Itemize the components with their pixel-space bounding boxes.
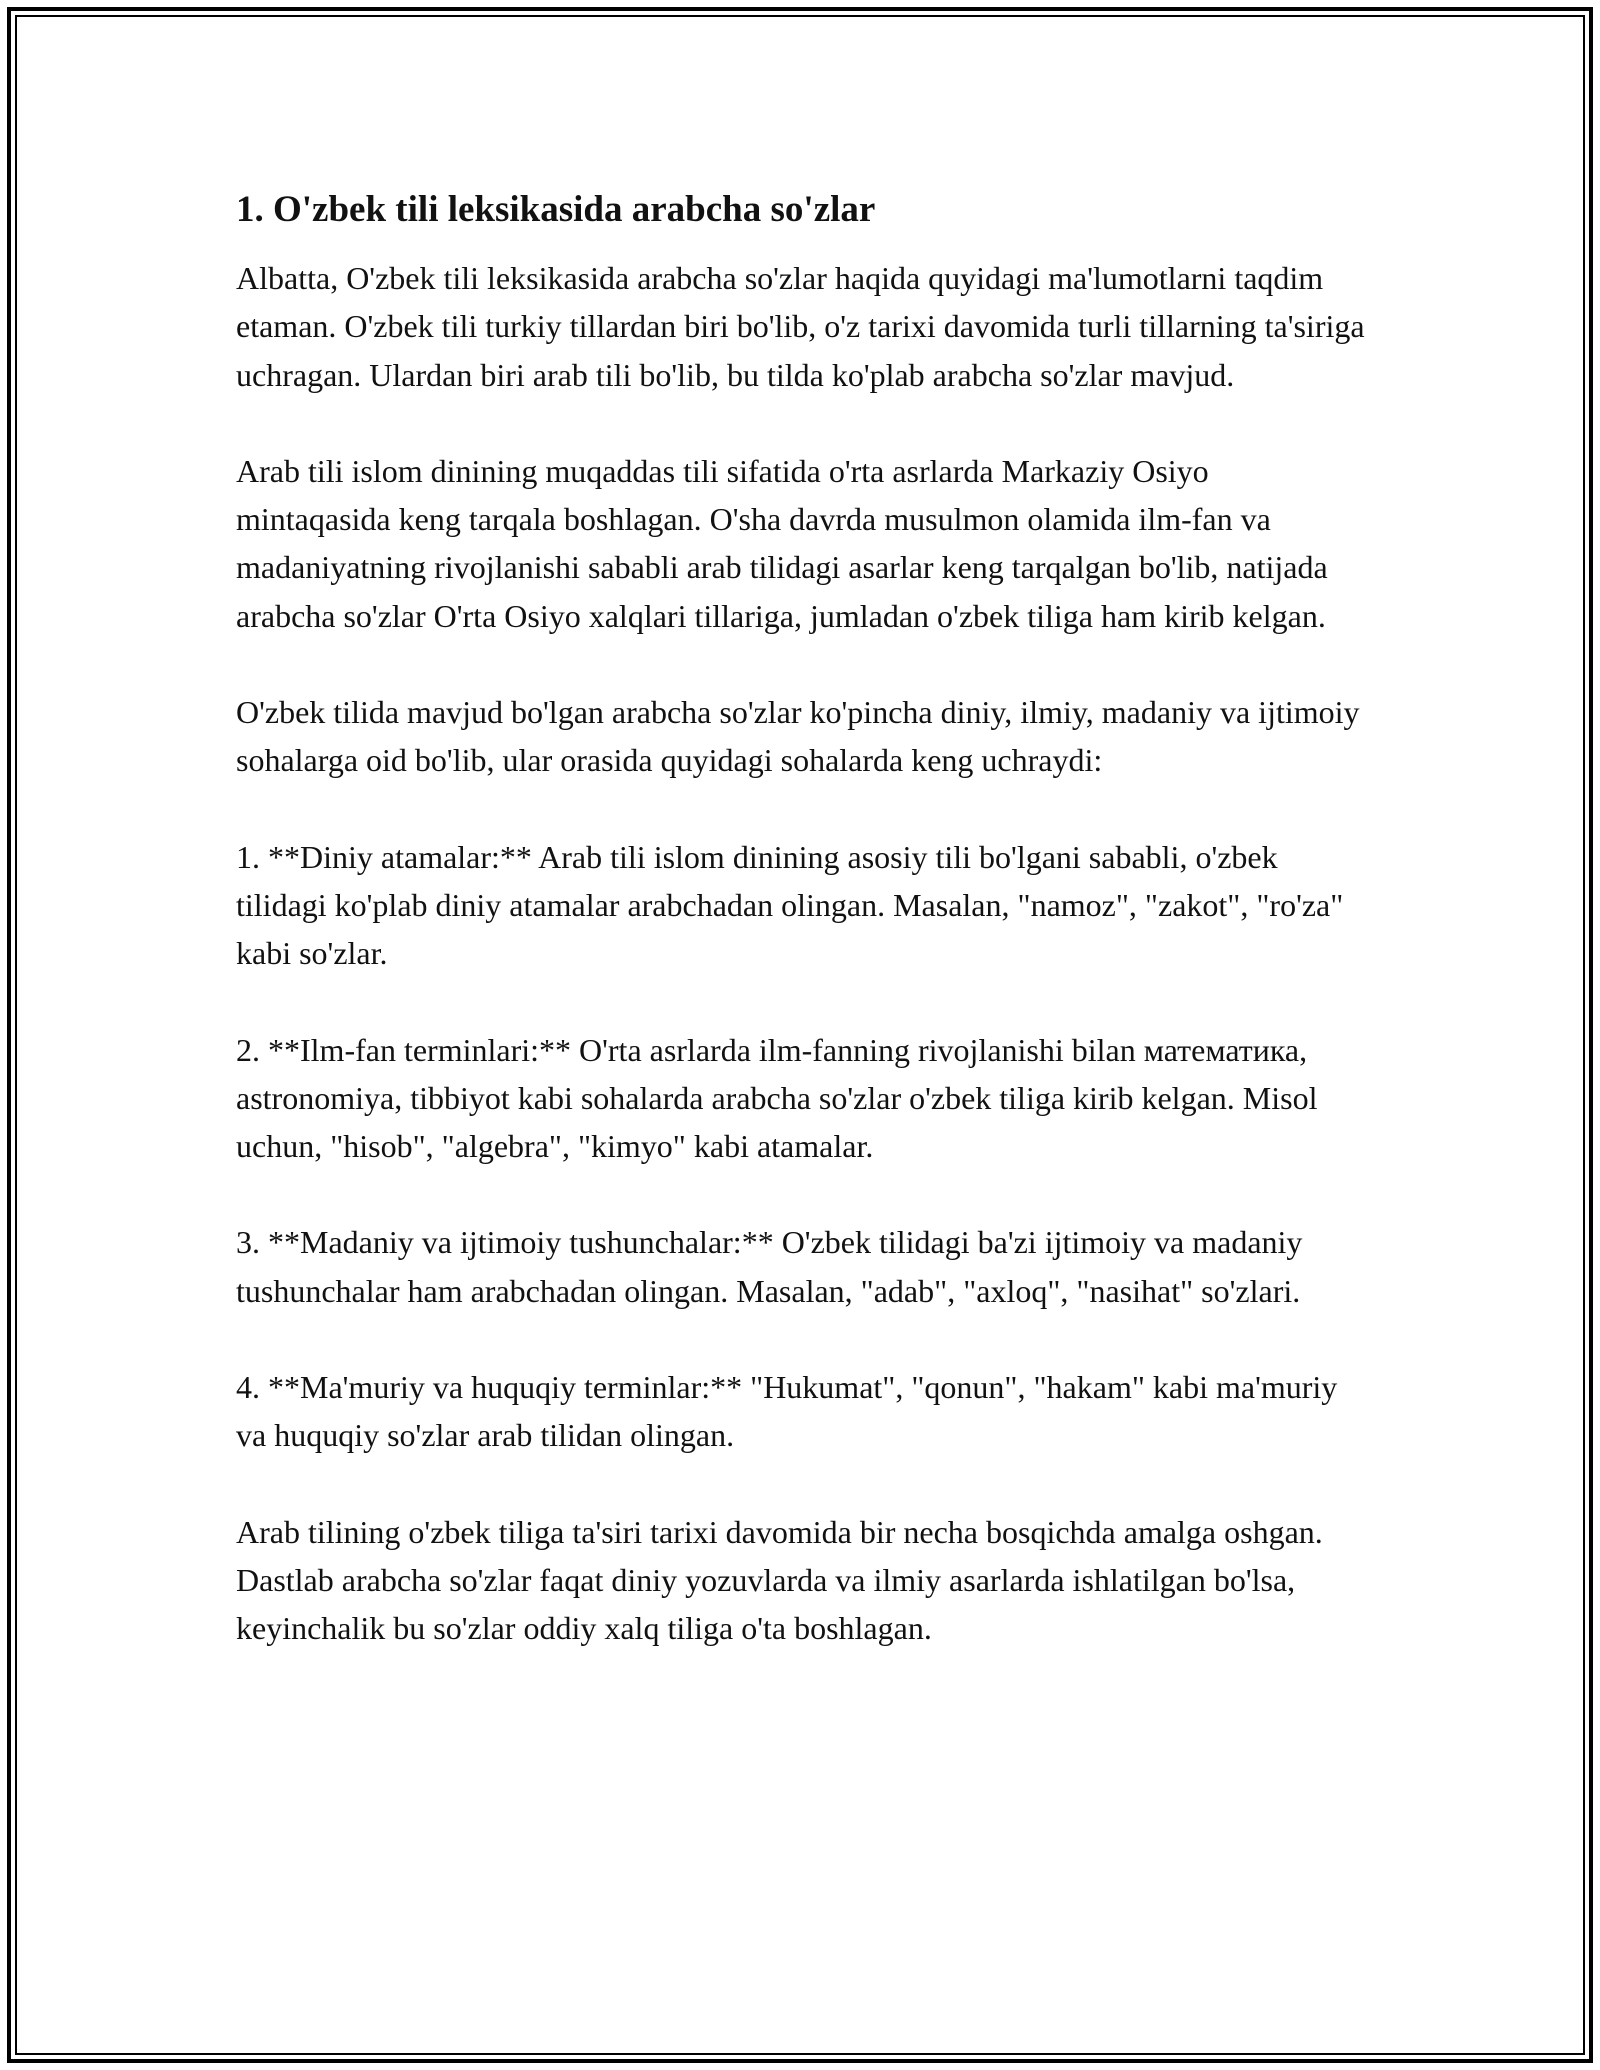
list-item-religious-terms: 1. **Diniy atamalar:** Arab tili islom dinining asosiy tili bo'lgani sababli, o'zbek tilidagi ko'plab diniy atamalar arabchadan olingan. Masalan, "namoz", "zakot", "ro'za" kabi so'zlar. [236,838,1344,972]
list-item-science-terms: 2. **Ilm-fan terminlari:** O'rta asrlarda ilm-fanning rivojlanishi bilan математика, astronomiya, tibbiyot kabi sohalarda arabcha so'zlar o'zbek tiliga kirib kelgan. Misol uchun, "hisob", "algebra", "kimyo" kabi atamalar. [236,1031,1318,1165]
list-item-legal-terms: 4. **Ma'muriy va huquqiy terminlar:** "Hukumat", "qonun", "hakam" kabi ma'muriy va huquqiy so'zlar arab tilidan olingan. [236,1369,1338,1454]
list-item-cultural-concepts: 3. **Madaniy va ijtimoiy tushunchalar:** O'zbek tilidagi ba'zi ijtimoiy va madaniy tushunchalar ham arabchadan olingan. Masalan, "adab", "axloq", "nasihat" so'zlari. [236,1224,1303,1309]
paragraph-domains: O'zbek tilida mavjud bo'lgan arabcha so'zlar ko'pincha diniy, ilmiy, madaniy va ijtimoiy sohalarga oid bo'lib, ular orasida quyidagi sohalarda keng uchraydi: [236,694,1360,779]
document-body [236,186,1366,1701]
document-title: 1. O'zbek tili leksikasida arabcha so'zlar [236,189,876,230]
paragraph-intro: Albatta, O'zbek tili leksikasida arabcha so'zlar haqida quyidagi ma'lumotlarni taqdim etaman. O'zbek tili turkiy tillardan biri bo'lib, o'z tarixi davomida turli tillarning ta'siriga uchragan. Ulardan biri arab tili bo'lib, bu tilda ko'plab arabcha so'zlar mavjud. [236,260,1365,393]
paragraph-history: Arab tili islom dinining muqaddas tili sifatida o'rta asrlarda Markaziy Osiyo mintaqasida keng tarqala boshlagan. O'sha davrda musulmon olamida ilm-fan va madaniyatning rivojlanishi sababli arab tilidagi asarlar keng tarqalgan bo'lib, natijada arabcha so'zlar O'rta Osiyo xalqlari tillariga, jumladan o'zbek tiliga ham kirib kelgan. [236,452,1328,634]
paragraph-conclusion: Arab tilining o'zbek tiliga ta'siri tarixi davomida bir necha bosqichda amalga oshgan. Dastlab arabcha so'zlar faqat diniy yozuvlarda va ilmiy asarlarda ishlatilgan bo'lsa, keyinchalik bu so'zlar oddiy xalq tiliga o'ta boshlagan. [236,1513,1323,1647]
